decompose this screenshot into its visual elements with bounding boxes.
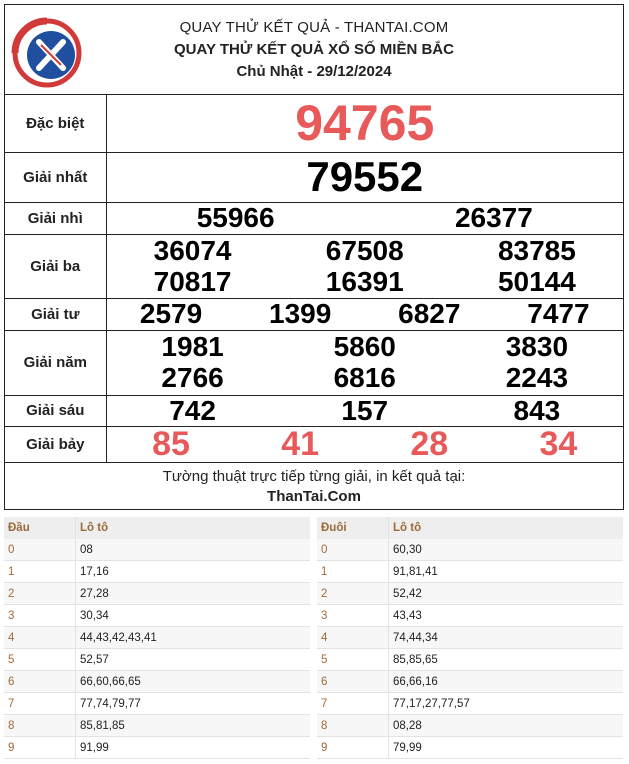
- prize-number: 67508: [325, 234, 404, 266]
- col-dau: Đầu: [4, 517, 76, 539]
- prize-row-bay: [5, 426, 623, 462]
- table-row: 4 44,43,42,43,41: [4, 627, 310, 649]
- footer-link[interactable]: ThanTai.Com: [267, 488, 361, 505]
- prize-number: 6827: [398, 298, 461, 329]
- loto-tail-header: [317, 517, 623, 539]
- site-title: QUAY THỬ KẾT QUẢ - THANTAI.COM: [179, 19, 449, 36]
- prize-label: Giải nhì: [5, 202, 106, 234]
- prize-number: 157: [341, 394, 389, 426]
- prize-row-nhi: [5, 202, 623, 234]
- table-row: 6 66,66,16: [317, 671, 623, 693]
- page-title: QUAY THỬ KẾT QUẢ XỔ SỐ MIỀN BẮC: [174, 41, 454, 58]
- footer-text: Tường thuật trực tiếp từng giải, in kết quả tại:: [162, 468, 466, 485]
- results-table: [5, 95, 623, 463]
- loto-tail-table: [317, 517, 623, 759]
- draw-date: Chủ Nhật - 29/12/2024: [236, 63, 392, 80]
- prize-label: Đặc biệt: [5, 95, 106, 152]
- prize-row-tu: [5, 298, 623, 330]
- prize-number: 7477: [527, 298, 590, 329]
- prize-number: 55966: [196, 202, 275, 233]
- table-row: 5 85,85,65: [317, 649, 623, 671]
- prize-number: 2766: [161, 362, 224, 393]
- prize-number: 1981: [161, 330, 224, 362]
- table-row: 3 43,43: [317, 605, 623, 627]
- loto-head-header: [4, 517, 310, 539]
- prize-number: 79552: [306, 153, 424, 200]
- table-row: 9 79,99: [317, 737, 623, 759]
- prize-number: 26377: [454, 202, 533, 233]
- prize-number: 742: [169, 394, 216, 426]
- prize-number: 70817: [153, 265, 232, 297]
- table-row: 7 77,74,79,77: [4, 693, 310, 715]
- prize-number: 94765: [295, 95, 435, 152]
- prize-number: 6816: [333, 362, 396, 393]
- prize-label: Giải ba: [5, 234, 106, 298]
- prize-row-dac-biet: [5, 95, 623, 152]
- table-row: 2 27,28: [4, 583, 310, 605]
- table-row: 9 91,99: [4, 737, 310, 759]
- prize-number: 50144: [497, 265, 576, 297]
- prize-label: Giải bảy: [5, 426, 106, 462]
- result-header: [5, 5, 623, 95]
- table-row: 4 74,44,34: [317, 627, 623, 649]
- table-row: 8 08,28: [317, 715, 623, 737]
- prize-row-nam: [5, 330, 623, 395]
- table-row: 0 60,30: [317, 539, 623, 561]
- result-card: [4, 4, 624, 510]
- table-row: 1 17,16: [4, 561, 310, 583]
- prize-row-nhat: [5, 152, 623, 202]
- prize-number: 85: [152, 424, 190, 463]
- prize-row-sau: [5, 395, 623, 426]
- prize-number: 34: [539, 424, 578, 463]
- prize-number: 28: [410, 424, 449, 463]
- prize-number: 41: [281, 424, 320, 463]
- loto-head-table: [4, 517, 310, 759]
- prize-number: 1399: [269, 298, 332, 329]
- prize-row-ba: [5, 234, 623, 298]
- table-row: 7 77,17,27,77,57: [317, 693, 623, 715]
- col-loto: Lô tô: [393, 522, 422, 534]
- table-row: 6 66,60,66,65: [4, 671, 310, 693]
- table-row: 8 85,81,85: [4, 715, 310, 737]
- result-footer: [5, 462, 623, 510]
- prize-number: 2579: [139, 298, 203, 329]
- prize-number: 3830: [505, 330, 569, 362]
- table-row: 5 52,57: [4, 649, 310, 671]
- table-row: 2 52,42: [317, 583, 623, 605]
- prize-number: 83785: [497, 234, 576, 266]
- prize-number: 2243: [505, 362, 569, 393]
- prize-number: 5860: [333, 330, 396, 362]
- prize-number: 16391: [325, 265, 404, 297]
- col-duoi: Đuôi: [317, 517, 389, 539]
- prize-label: Giải tư: [5, 298, 106, 330]
- prize-label: Giải năm: [5, 330, 106, 395]
- prize-label: Giải sáu: [5, 395, 106, 426]
- table-row: 1 91,81,41: [317, 561, 623, 583]
- prize-number: 843: [513, 394, 561, 426]
- col-loto: Lô tô: [80, 522, 109, 534]
- table-row: 3 30,34: [4, 605, 310, 627]
- table-row: 0 08: [4, 539, 310, 561]
- prize-label: Giải nhất: [5, 152, 106, 202]
- prize-number: 36074: [153, 234, 232, 266]
